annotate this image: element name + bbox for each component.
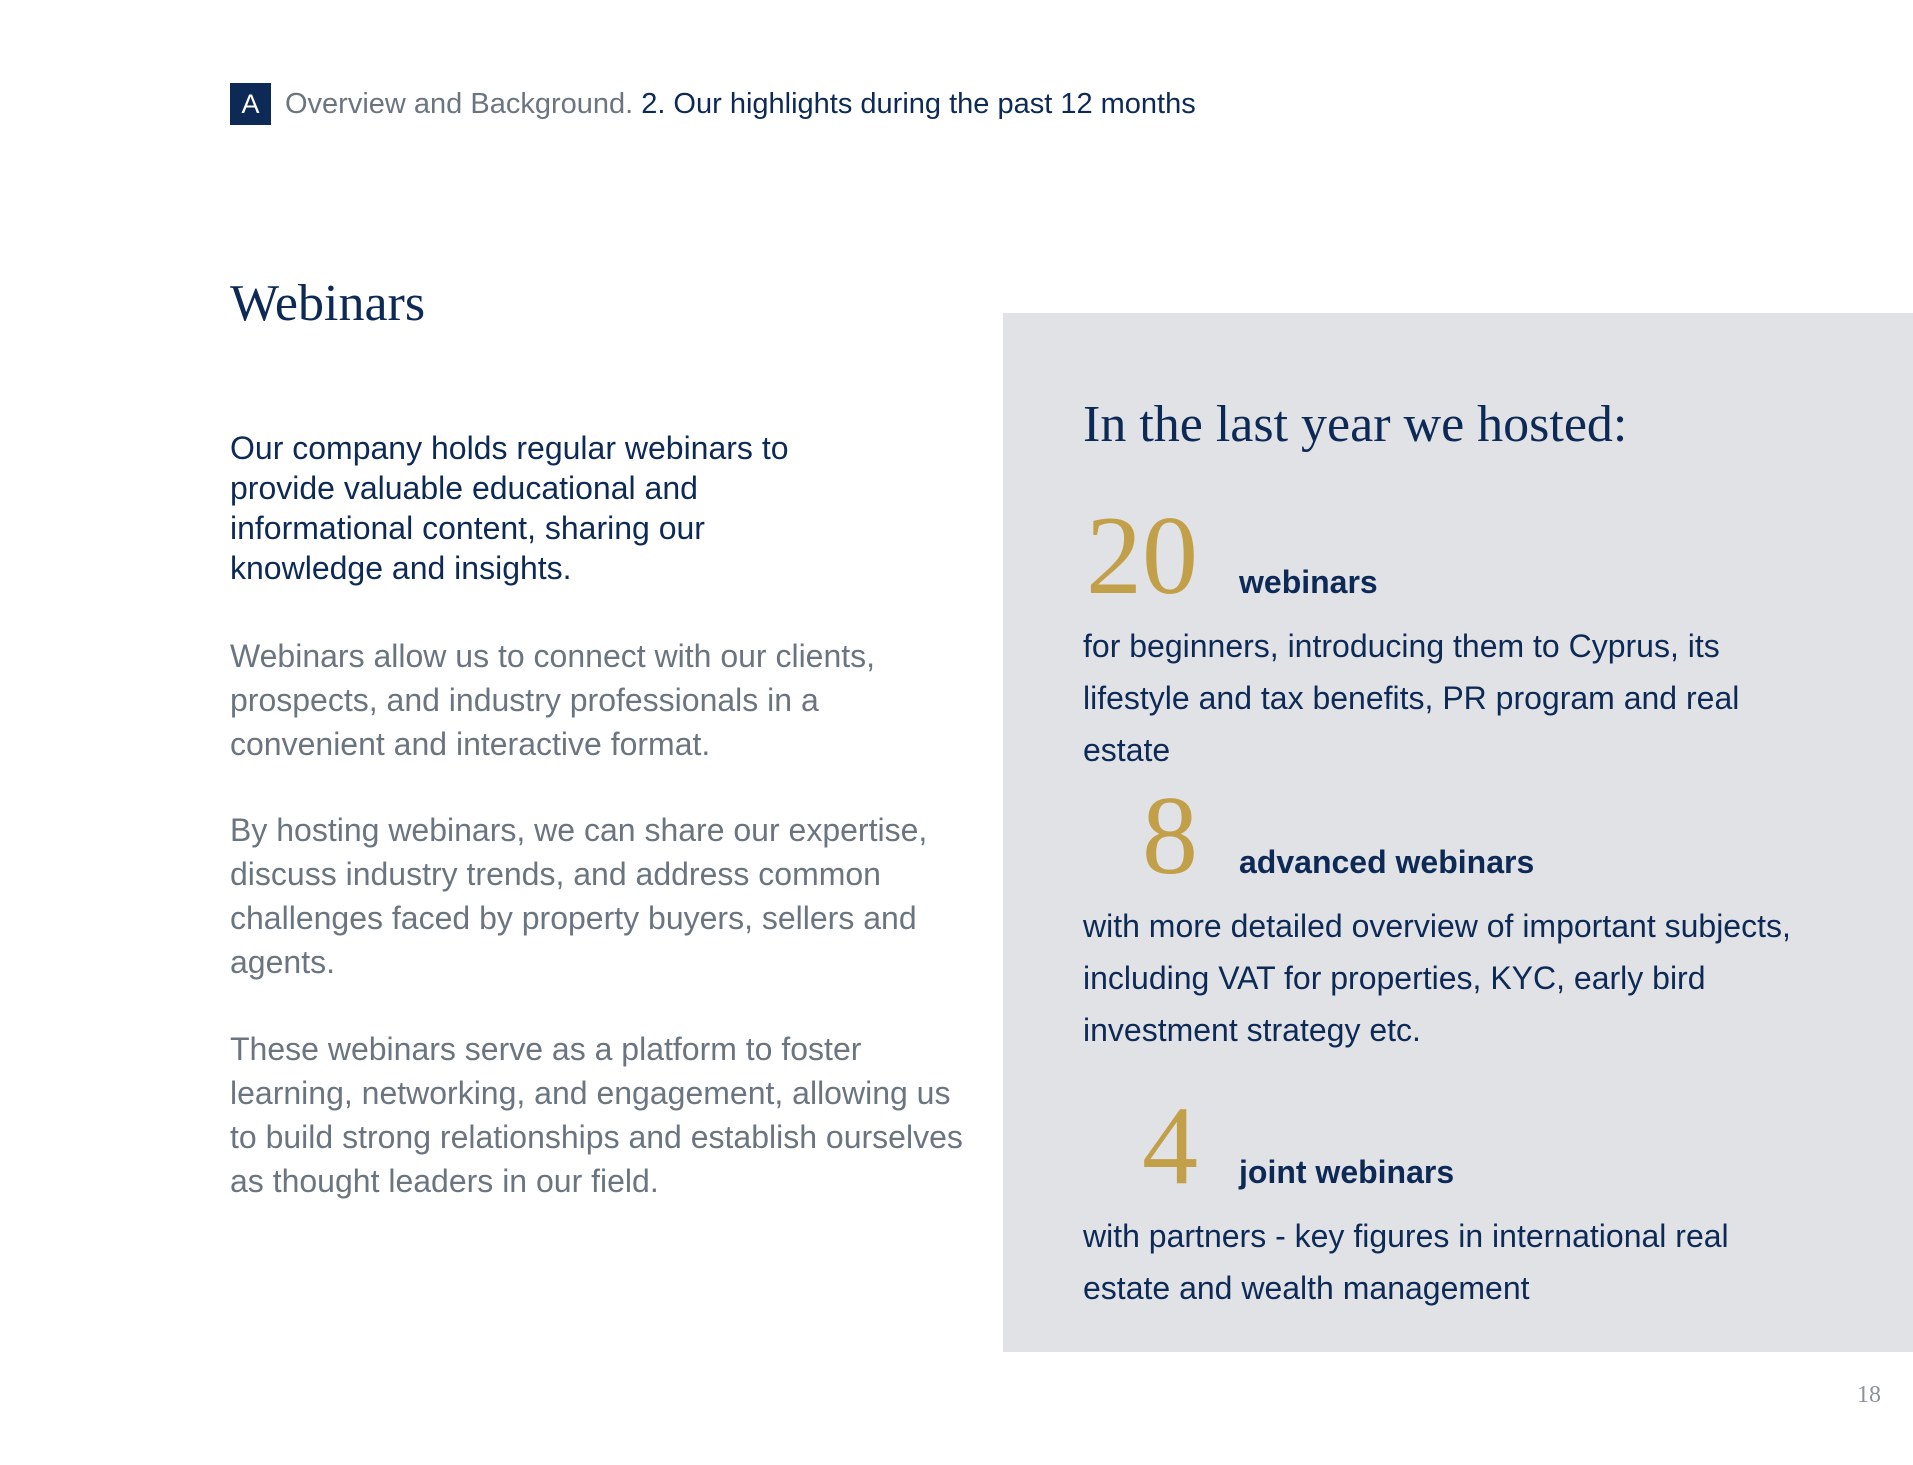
body-paragraph-2: By hosting webinars, we can share our expertise, discuss industry trends, and address common challenges faced by property buyers, sellers and agents.	[230, 812, 928, 980]
stat-head	[1083, 494, 1823, 618]
stat-description: with partners - key figures in international real estate and wealth management	[1083, 1218, 1729, 1306]
stat-beginner-webinars	[1083, 494, 1823, 776]
stats-panel	[1003, 313, 1913, 1352]
stat-head	[1083, 774, 1823, 898]
panel-title: In the last year we hosted:	[1083, 396, 1628, 453]
stat-number: 20	[1086, 494, 1198, 618]
breadcrumb	[230, 83, 1196, 125]
section-badge: A	[230, 83, 271, 125]
stat-label: webinars	[1239, 564, 1378, 600]
page-title: Webinars	[230, 275, 426, 332]
stat-label: joint webinars	[1239, 1154, 1455, 1190]
stat-description: for beginners, introducing them to Cyprus, its lifestyle and tax benefits, PR program and real estate	[1083, 628, 1740, 768]
breadcrumb-title: 2. Our highlights during the past 12 months	[641, 87, 1196, 120]
stat-advanced-webinars	[1083, 774, 1823, 1056]
stat-description: with more detailed overview of important subjects, including VAT for properties, KYC, early bird investment strategy etc.	[1083, 908, 1791, 1048]
stat-head	[1083, 1084, 1823, 1208]
body-paragraph-1: Webinars allow us to connect with our clients, prospects, and industry professionals in a convenient and interactive format.	[230, 638, 876, 762]
breadcrumb-section: Overview and Background.	[285, 87, 634, 120]
page-number: 18	[1857, 1382, 1881, 1408]
stat-joint-webinars	[1083, 1084, 1823, 1314]
stat-number: 4	[1142, 1084, 1198, 1208]
stat-label: advanced webinars	[1239, 844, 1535, 880]
body-paragraph-3: These webinars serve as a platform to foster learning, networking, and engagement, allowing us to build strong relationships and establish ourselves as thought leaders in our field.	[230, 1031, 963, 1199]
stat-number: 8	[1142, 774, 1198, 898]
intro-paragraph: Our company holds regular webinars to provide valuable educational and informational content, sharing our knowledge and insights.	[230, 430, 789, 586]
